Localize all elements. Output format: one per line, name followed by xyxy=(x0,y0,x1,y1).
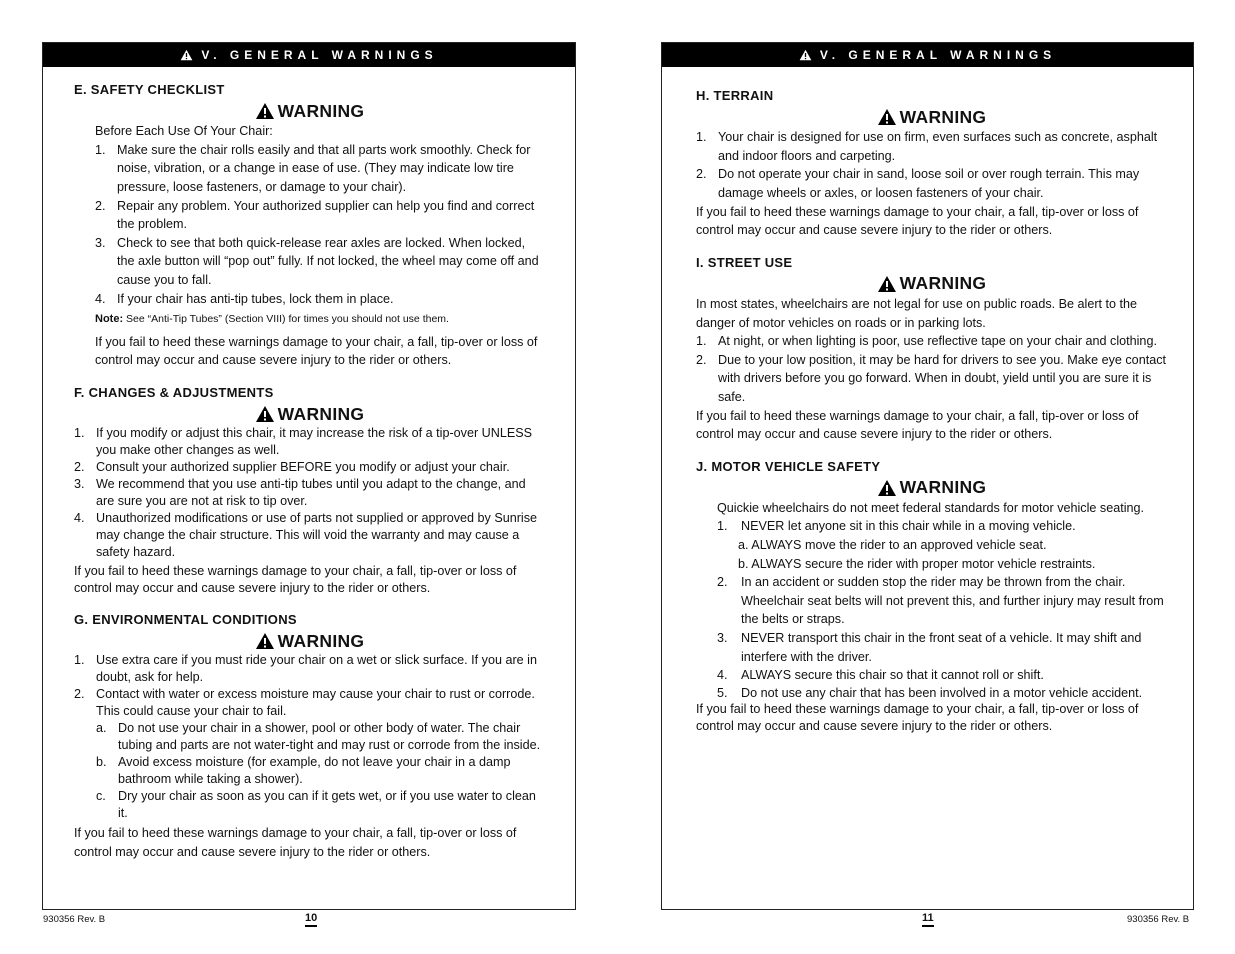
list-item: 1. If you modify or adjust this chair, it may increase the risk of a tip-over UNLESS you make other changes as well. xyxy=(74,426,533,458)
closing-warning: If you fail to heed these warnings damage to your chair, a fall, tip-over or loss of control may occur and cause severe injury to the rider or others. xyxy=(95,334,538,368)
list-item: 2. Consult your authorized supplier BEFORE you modify or adjust your chair. xyxy=(74,460,510,475)
list-item: 1. Your chair is designed for use on firm, even surfaces such as concrete, asphalt and indoor floors and carpeting. xyxy=(696,130,1158,163)
section-title-g: G. ENVIRONMENTAL CONDITIONS xyxy=(74,612,297,628)
section-title-h: H. TERRAIN xyxy=(696,88,774,103)
section-banner xyxy=(662,43,1193,67)
list-subitem: b. ALWAYS secure the rider with proper motor vehicle restraints. xyxy=(738,556,1096,571)
section-title-f: F. CHANGES & ADJUSTMENTS xyxy=(74,384,274,400)
list-item: 3. Check to see that both quick-release rear axles are locked. When locked, the axle button will “pop out” fully. If not locked, the wheel may come off and cause you to fall. xyxy=(95,235,539,287)
warning-triangle-icon xyxy=(255,102,275,120)
list-item: 2. In an accident or sudden stop the rider may be thrown from the chair. Wheelchair seat belts will not prevent this, and further injury may result from the belts or straps. xyxy=(717,575,1164,627)
section-banner xyxy=(43,43,575,67)
warning-triangle-icon xyxy=(255,405,275,423)
doc-revision-right: 930356 Rev. B xyxy=(1127,914,1190,925)
list-subitem: a. ALWAYS move the rider to an approved vehicle seat. xyxy=(738,538,1047,553)
warning-triangle-icon xyxy=(180,49,193,61)
doc-revision-left: 930356 Rev. B xyxy=(43,914,106,925)
list-item: 2. Due to your low position, it may be hard for drivers to see you. Make eye contact with drivers before you go forward. When in doubt, yield until you are sure it is safe. xyxy=(696,352,1166,404)
warning-heading: WARNING xyxy=(74,102,545,121)
warning-triangle-icon xyxy=(877,275,897,293)
warning-heading: WARNING xyxy=(696,478,1167,497)
list-item: 5. Do not use any chair that has been involved in a motor vehicle accident. xyxy=(717,685,1143,700)
section-title-i: I. STREET USE xyxy=(696,254,793,270)
list-item: 1. At night, or when lighting is poor, use reflective tape on your chair and clothing. xyxy=(696,334,1157,349)
list-item: 1. NEVER let anyone sit in this chair while in a moving vehicle. xyxy=(717,519,1076,534)
list-subitem: c. Dry your chair as soon as you can if it gets wet, or if you use water to clean it. xyxy=(96,789,536,821)
closing-warning: If you fail to heed these warnings damage to your chair, a fall, tip-over or loss of control may occur and cause severe injury to the rider or others. xyxy=(696,408,1139,442)
list-subitem: a. Do not use your chair in a shower, pool or other body of water. The chair tubing and parts are not water-tight and may rust or corrode from the inside. xyxy=(96,721,541,753)
page-number-right: 11 xyxy=(922,912,934,927)
list-item: 2. Do not operate your chair in sand, loose soil or over rough terrain. This may damage wheels or axles, or loosen fasteners of your chair. xyxy=(696,167,1140,200)
warning-heading: WARNING xyxy=(696,108,1167,127)
warning-triangle-icon xyxy=(877,108,897,126)
section-title-e: E. SAFETY CHECKLIST xyxy=(74,82,225,97)
right-page xyxy=(661,42,1194,910)
closing-warning: If you fail to heed these warnings damage to your chair, a fall, tip-over or loss of control may occur and cause severe injury to the rider or others. xyxy=(74,564,517,596)
closing-warning: If you fail to heed these warnings damage to your chair, a fall, tip-over or loss of control may occur and cause severe injury to the rider or others. xyxy=(696,204,1139,238)
warning-triangle-icon xyxy=(877,479,897,497)
section-title-j: J. MOTOR VEHICLE SAFETY xyxy=(696,458,881,474)
banner-text: V. GENERAL WARNINGS xyxy=(819,48,1057,62)
list-item: 4. If your chair has anti-tip tubes, lock them in place. xyxy=(95,291,394,306)
list-item: 3. We recommend that you use anti-tip tubes until you adapt to the change, and are sure you are not at risk to tip over. xyxy=(74,477,526,509)
warning-triangle-icon xyxy=(799,49,812,61)
warning-heading: WARNING xyxy=(74,632,545,651)
motor-vehicle-intro: Quickie wheelchairs do not meet federal standards for motor vehicle seating. xyxy=(717,500,1145,515)
list-item: 2. Repair any problem. Your authorized supplier can help you find and correct the problem. xyxy=(95,198,535,232)
list-item: 3. NEVER transport this chair in the front seat of a vehicle. It may shift and interfere with the driver. xyxy=(717,631,1142,664)
warning-triangle-icon xyxy=(255,632,275,650)
closing-warning: If you fail to heed these warnings damage to your chair, a fall, tip-over or loss of control may occur and cause severe injury to the rider or others. xyxy=(74,826,517,859)
left-page xyxy=(42,42,576,910)
street-use-intro: In most states, wheelchairs are not legal for use on public roads. Be alert to the danger of motor vehicles on roads or in parking lots. xyxy=(696,296,1138,330)
closing-warning: If you fail to heed these warnings damage to your chair, a fall, tip-over or loss of control may occur and cause severe injury to the rider or others. xyxy=(696,701,1139,733)
banner-text: V. GENERAL WARNINGS xyxy=(201,48,438,62)
warning-heading: WARNING xyxy=(74,405,545,424)
checklist-intro: Before Each Use Of Your Chair: xyxy=(95,124,273,139)
page-number-left: 10 xyxy=(305,912,317,927)
warning-heading: WARNING xyxy=(696,274,1167,293)
list-item: 1. Make sure the chair rolls easily and that all parts work smoothly. Check for noise, vibration, or a change in ease of use. (They may indicate low tire pressure, loose fasteners, or damage to your chair). xyxy=(95,142,531,194)
list-subitem: b. Avoid excess moisture (for example, do not leave your chair in a damp bathroom while taking a shower). xyxy=(96,755,511,787)
list-item: 1. Use extra care if you must ride your chair on a wet or slick surface. If you are in doubt, ask for help. xyxy=(74,653,537,685)
note: Note: See “Anti-Tip Tubes” (Section VIII) for times you should not use them. xyxy=(95,313,449,326)
list-item: 2. Contact with water or excess moisture may cause your chair to rust or corrode. This could cause your chair to fail. xyxy=(74,687,535,719)
list-item: 4. Unauthorized modifications or use of parts not supplied or approved by Sunrise may change the chair structure. This will void the warranty and may cause a safety hazard. xyxy=(74,511,538,560)
list-item: 4. ALWAYS secure this chair so that it cannot roll or shift. xyxy=(717,668,1044,683)
